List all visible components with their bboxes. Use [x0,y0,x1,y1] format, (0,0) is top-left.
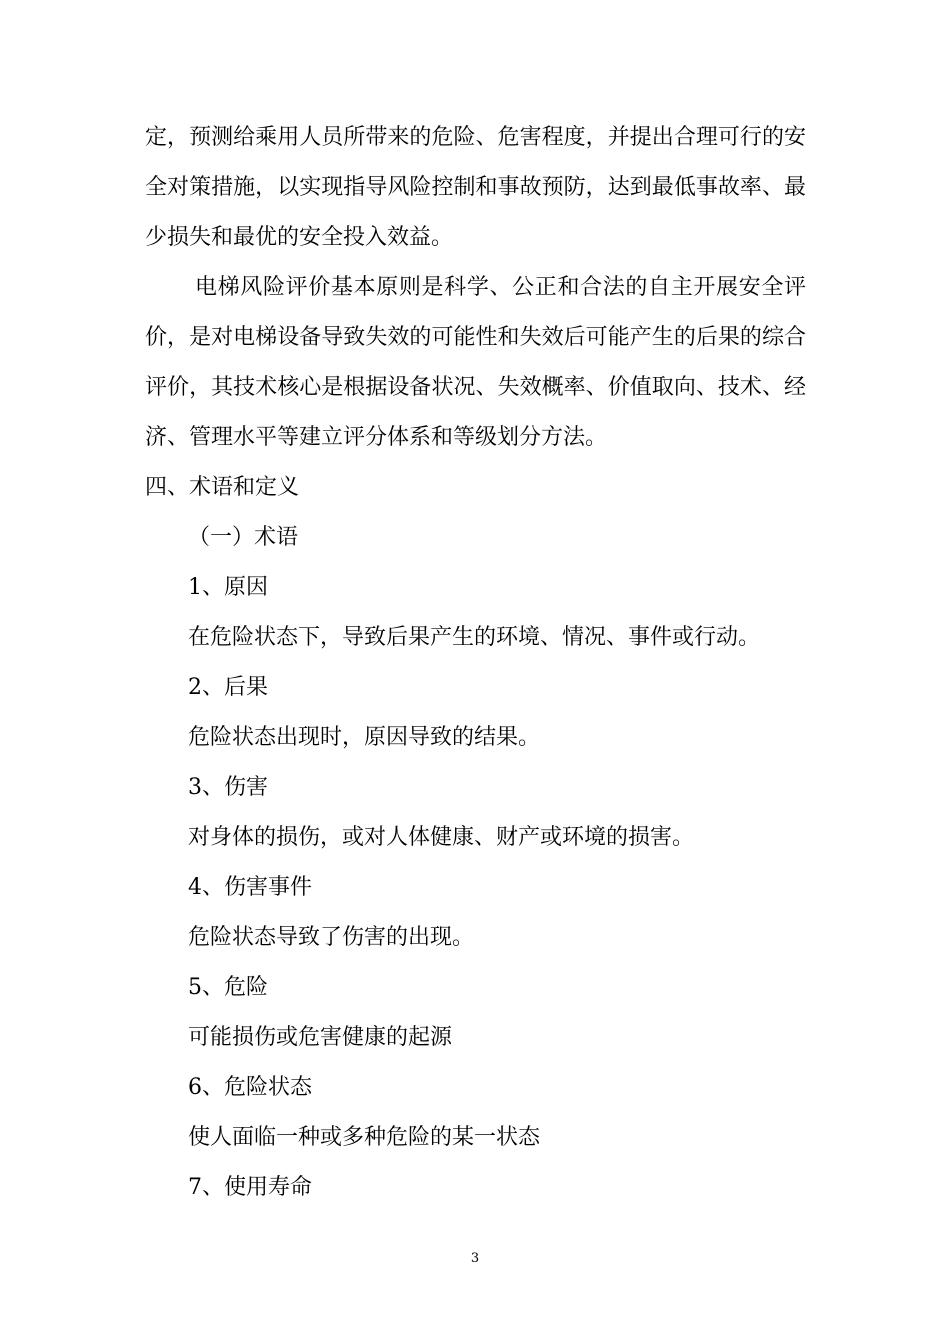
term-definition: 可能损伤或危害健康的起源 [188,1025,453,1050]
intro-paragraph-line-1: 定，预测给乘用人员所带来的危险、危害程度，并提出合理可行的安 [145,125,806,150]
term-definition: 使人面临一种或多种危险的某一状态 [188,1125,541,1150]
term-title: 1、原因 [188,575,268,600]
term-definition: 危险状态导致了伤害的出现。 [188,925,475,950]
intro-paragraph-line-3: 少损失和最优的安全投入效益。 [145,225,454,250]
subsection-heading: （一）术语 [188,525,299,550]
term-title: 4、伤害事件 [188,875,312,900]
term-title: 7、使用寿命 [188,1175,312,1200]
section-heading: 四、术语和定义 [145,475,300,500]
principle-paragraph-line-1: 电梯风险评价基本原则是科学、公正和合法的自主开展安全评 [195,275,806,300]
principle-paragraph-line-3: 评价，其技术核心是根据设备状况、失效概率、价值取向、技术、经 [145,375,806,400]
term-definition: 在危险状态下，导致后果产生的环境、情况、事件或行动。 [188,625,761,650]
term-title: 2、后果 [188,675,268,700]
principle-paragraph-line-2: 价，是对电梯设备导致失效的可能性和失效后可能产生的后果的综合 [145,325,806,350]
page-number: 3 [470,1251,480,1266]
term-title: 3、伤害 [188,775,268,800]
term-title: 5、危险 [188,975,268,1000]
term-title: 6、危险状态 [188,1075,312,1100]
principle-paragraph-line-4: 济、管理水平等建立评分体系和等级划分方法。 [145,425,608,450]
term-definition: 对身体的损伤，或对人体健康、财产或环境的损害。 [188,825,695,850]
intro-paragraph-line-2: 全对策措施，以实现指导风险控制和事故预防，达到最低事故率、最 [145,175,806,200]
term-definition: 危险状态出现时，原因导致的结果。 [188,725,541,750]
